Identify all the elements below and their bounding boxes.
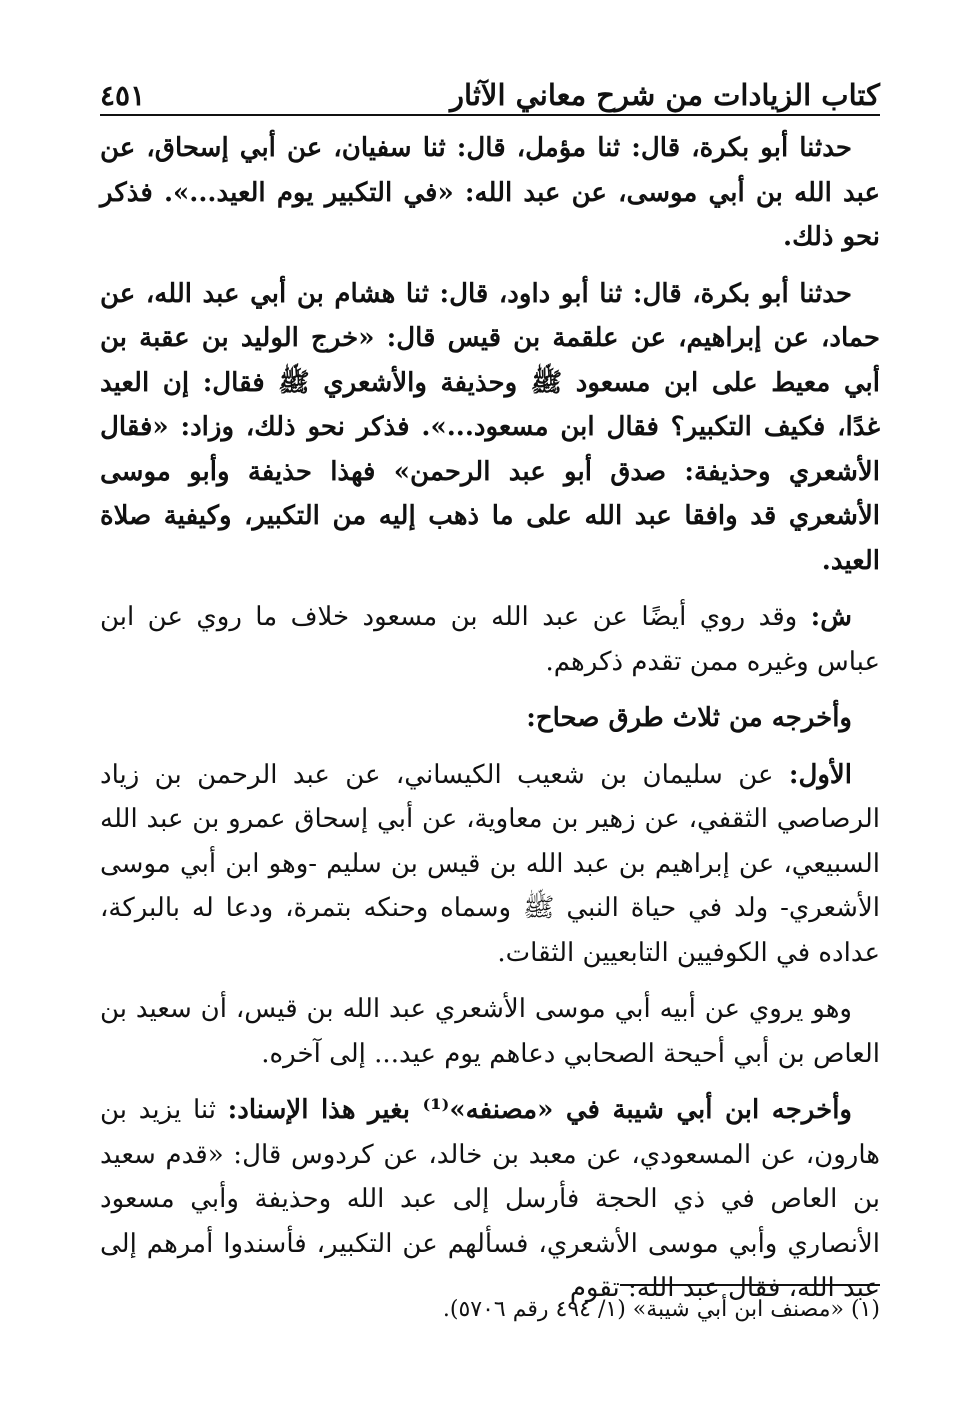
paragraph-text: حدثنا أبو بكرة، قال: ثنا أبو داود، قال: ثنا هشام بن أبي عبد الله، عن حماد، عن إبراهيم، عن علقمة بن قيس قال: «خرج الوليد بن عقبة بن أبي معيط على ابن مسعود ﷺ وحذيفة والأشعري ﷺ فقال: إن العيد غدًا، فكيف التكبير؟ فقال ابن مسعود...». فذكر نحو ذلك، وزاد: «فقال الأشعري وحذيفة: صدق أبو عبد الرحمن» فهذا حذيفة وأبو موسى الأشعري قد وافقا عبد الله على ما ذهب إليه من التكبير، وكيفية صلاة العيد. — [100, 278, 880, 576]
paragraph-text: وقد روي أيضًا عن عبد الله بن مسعود خلاف ما روي عن ابن عباس وغيره ممن تقدم ذكرهم. — [100, 602, 880, 677]
header-rule — [100, 114, 880, 116]
book-title: كتاب الزيادات من شرح معاني الآثار — [450, 78, 880, 112]
heading-text: وأخرجه من ثلاث طرق صحاح: — [526, 703, 852, 733]
footnote-rule — [620, 1284, 880, 1286]
page-header — [100, 62, 880, 110]
paragraph-7 — [100, 1088, 880, 1311]
footnote: (١) «مصنف ابن أبي شيبة» (١/ ٤٩٤ رقم ٥٧٠٦). — [442, 1297, 880, 1322]
paragraph-6 — [100, 987, 880, 1076]
paragraph-text: ثنا يزيد بن هارون، عن المسعودي، عن معبد بن خالد، عن كردوس قال: «قدم سعيد بن العاص في ذي الحجة فأرسل إلى عبد الله وحذيفة وأبي مسعود الأنصاري وأبي موسى الأشعري، فسألهم عن التكبير، فأسندوا أمرهم إلى عبد الله، فقال عبد الله: تقوم — [100, 1095, 880, 1303]
paragraph-1 — [100, 126, 880, 260]
paragraph-text: عن سليمان بن شعيب الكيساني، عن عبد الرحمن بن زياد الرصاصي الثقفي، عن زهير بن معاوية، عن أبي إسحاق عمرو بن عبد الله السبيعي، عن إبراهيم بن عبد الله بن قيس بن سليم -وهو ابن أبي موسى الأشعري- ولد في حياة النبي ﷺ وسماه وحنكه بتمرة، ودعا له بالبركة، عداده في الكوفيين التابعيين الثقات. — [100, 759, 880, 968]
page-number: ٤٥١ — [100, 79, 146, 112]
paragraph-lead: وأخرجه ابن أبي شيبة في «مصنفه»⁽¹⁾ بغير هذا الإسناد: — [227, 1095, 852, 1125]
main-text — [100, 126, 880, 1303]
paragraph-text: حدثنا أبو بكرة، قال: ثنا مؤمل، قال: ثنا سفيان، عن أبي إسحاق، عن عبد الله بن أبي موسى، عن عبد الله: «في التكبير يوم العيد...». فذكر نحو ذلك. — [100, 133, 880, 252]
paragraph-3 — [100, 595, 880, 684]
paragraph-text: وهو يروي عن أبيه أبي موسى الأشعري عبد الله بن قيس، أن سعيد بن العاص بن أبي أحيحة الصحابي دعاهم يوم عيد... إلى آخره. — [100, 994, 880, 1069]
paragraph-lead: ش: — [810, 602, 852, 632]
paragraph-lead: الأول: — [788, 759, 852, 790]
section-heading — [100, 696, 880, 741]
paragraph-5 — [100, 753, 880, 976]
paragraph-2 — [100, 272, 880, 584]
